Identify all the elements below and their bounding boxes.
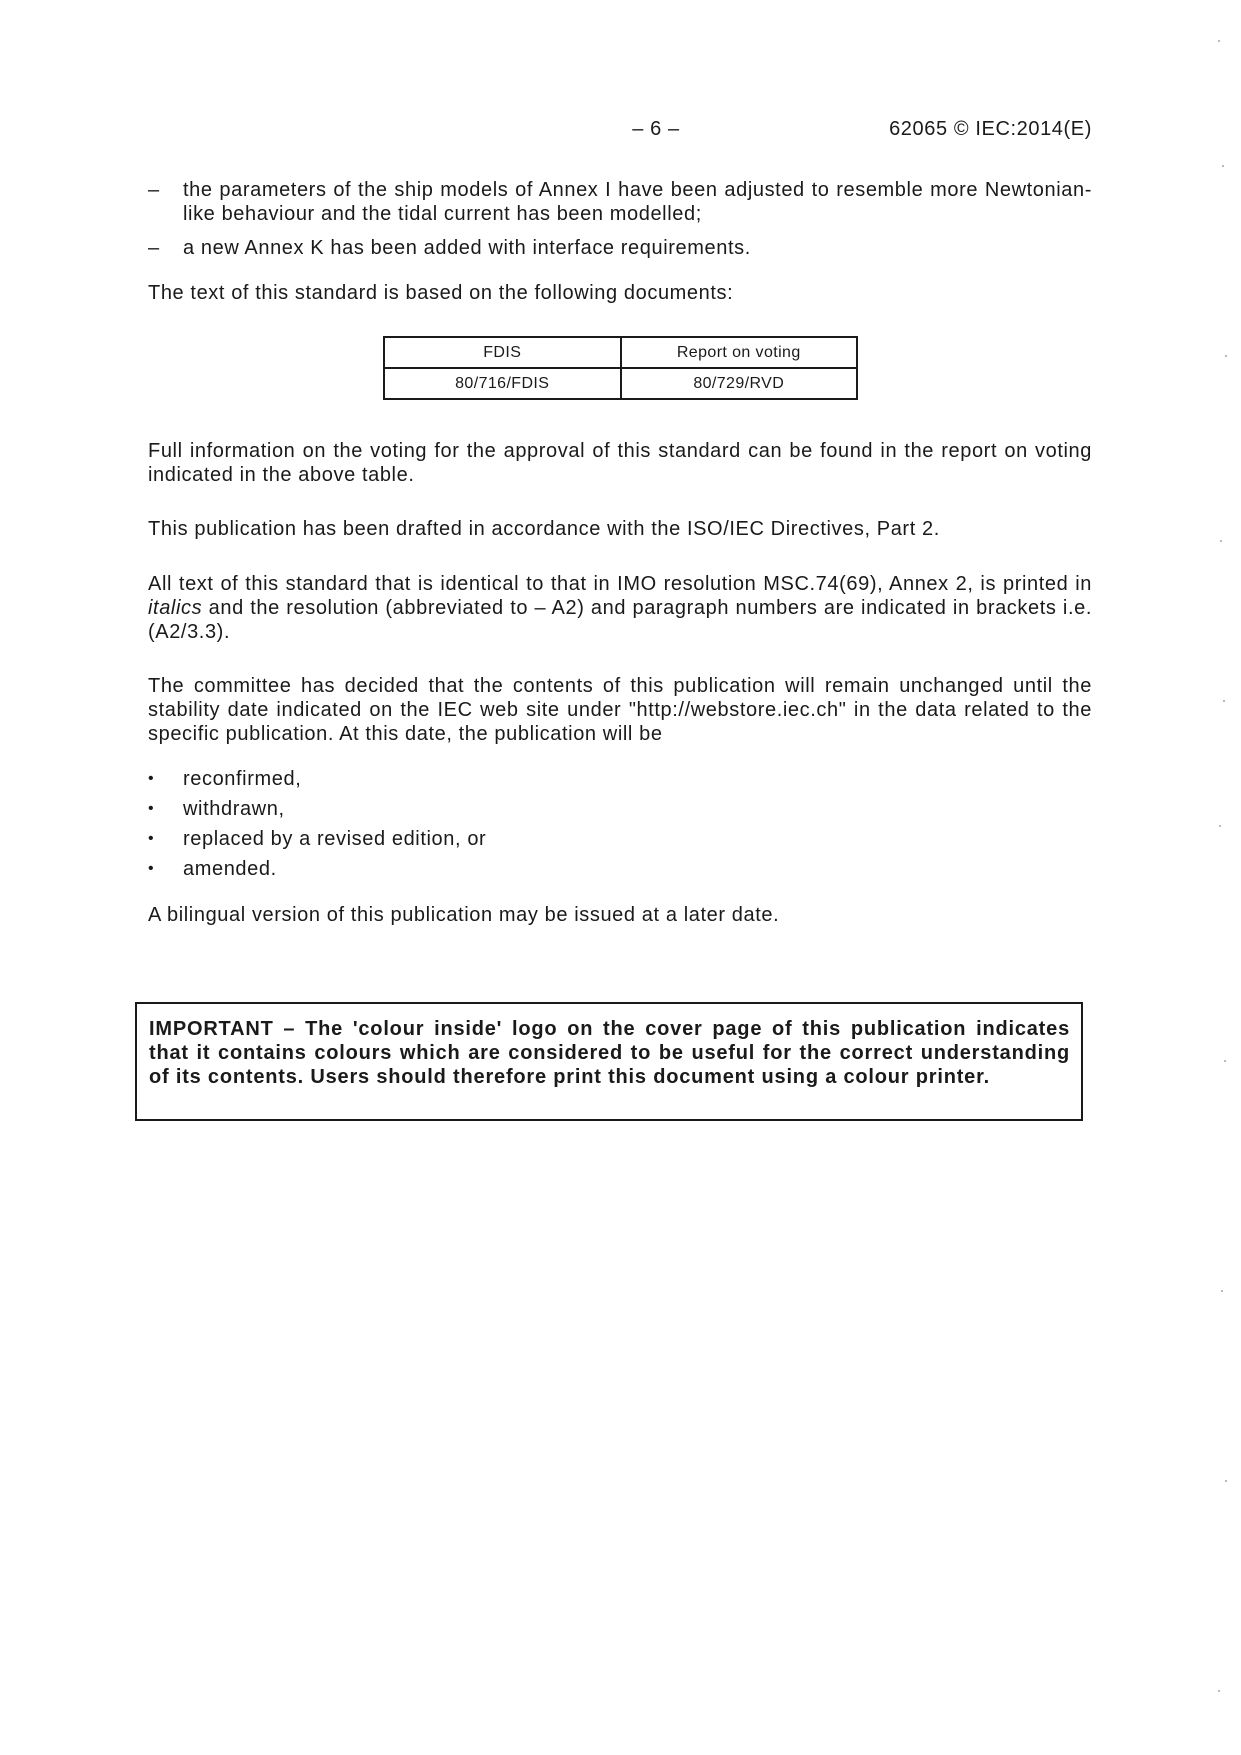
important-notice-text: IMPORTANT – The 'colour inside' logo on the cover page of this publication indicates that it contains colours which are considered to be useful for the correct understanding of its contents. Users should therefore print this document using a colour printer.	[149, 1018, 1070, 1088]
voting-info-paragraph: Full information on the voting for the approval of this standard can be found in the report on voting indicated in the above table.	[148, 440, 1092, 486]
bullet-marker: •	[148, 770, 155, 787]
scan-artifact	[1220, 540, 1222, 542]
table-row	[384, 368, 857, 399]
scan-artifact	[1218, 1690, 1220, 1692]
list-item	[148, 767, 1092, 797]
list-item	[148, 178, 1092, 226]
scan-artifact	[1218, 40, 1220, 42]
page-number: – 6 –	[632, 118, 680, 140]
imo-text-start: All text of this standard that is identical to that in IMO resolution MSC.74(69), Annex 2, is printed in	[148, 573, 1092, 595]
imo-paragraph	[148, 572, 1092, 644]
scan-artifact	[1223, 700, 1225, 702]
intro-paragraph: The text of this standard is based on the following documents:	[148, 282, 734, 304]
scan-artifact	[1221, 1290, 1223, 1292]
directives-paragraph: This publication has been drafted in accordance with the ISO/IEC Directives, Part 2.	[148, 518, 940, 540]
changes-list	[148, 178, 1092, 270]
list-item	[148, 797, 1092, 827]
scan-artifact	[1225, 1480, 1227, 1482]
list-item-text: withdrawn,	[183, 798, 285, 820]
cell-rvd: 80/729/RVD	[621, 368, 858, 399]
bullet-marker: •	[148, 800, 155, 817]
list-item-text: amended.	[183, 858, 277, 880]
italics-word: italics	[148, 597, 203, 619]
header-report-on-voting: Report on voting	[621, 337, 858, 368]
table-header-row	[384, 337, 857, 368]
scan-artifact	[1225, 355, 1227, 357]
cell-fdis: 80/716/FDIS	[384, 368, 621, 399]
dash-marker: –	[148, 237, 160, 259]
document-reference: 62065 © IEC:2014(E)	[889, 118, 1092, 140]
important-notice-box	[135, 1002, 1083, 1121]
list-item-text: the parameters of the ship models of Annex I have been adjusted to resemble more Newtonian-like behaviour and the tidal current has been modelled;	[183, 179, 1092, 225]
scan-artifact	[1219, 825, 1221, 827]
imo-text-end: and the resolution (abbreviated to – A2) and paragraph numbers are indicated in brackets i.e. (A2/3.3).	[148, 597, 1092, 643]
documents-table	[383, 336, 858, 400]
scan-artifact	[1222, 165, 1224, 167]
list-item-text: reconfirmed,	[183, 768, 302, 790]
list-item-text: replaced by a revised edition, or	[183, 828, 487, 850]
page-header	[148, 118, 1092, 144]
bilingual-note: A bilingual version of this publication may be issued at a later date.	[148, 904, 780, 926]
list-item-text: a new Annex K has been added with interface requirements.	[183, 237, 751, 259]
header-fdis: FDIS	[384, 337, 621, 368]
list-item	[148, 857, 1092, 887]
dash-marker: –	[148, 179, 160, 201]
bullet-marker: •	[148, 860, 155, 877]
scan-artifact	[1224, 1060, 1226, 1062]
stability-paragraph: The committee has decided that the contents of this publication will remain unchanged until the stability date indicated on the IEC web site under "http://webstore.iec.ch" in the data related to the specific publication. At this date, the publication will be	[148, 675, 1092, 745]
list-item	[148, 827, 1092, 857]
bullet-marker: •	[148, 830, 155, 847]
outcome-list	[148, 767, 1092, 887]
list-item	[148, 236, 1092, 260]
